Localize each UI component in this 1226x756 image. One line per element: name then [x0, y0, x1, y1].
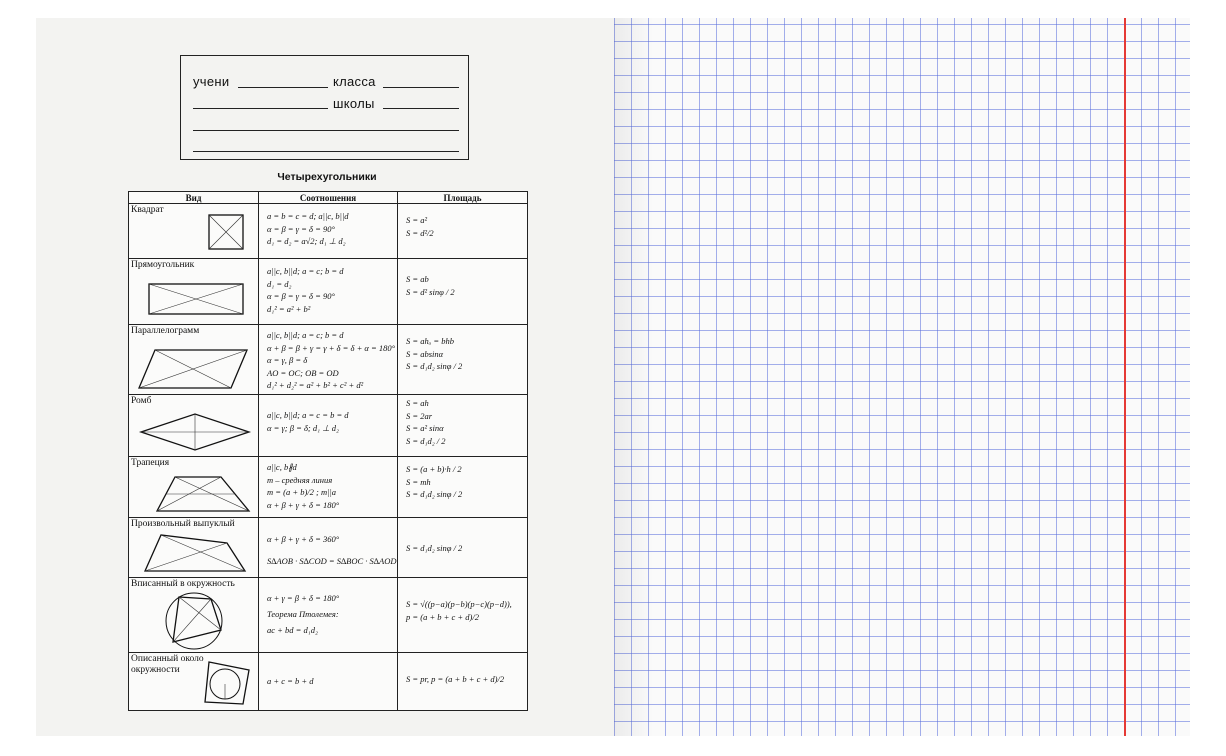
area-formula: S = 2ar	[406, 410, 433, 421]
relation-line: a||c, b||d; a = c; b = d	[267, 330, 344, 340]
row-name: Прямоугольник	[131, 260, 195, 270]
area-formula: S = ahₐ = bhb	[406, 336, 454, 346]
header-kind: Вид	[129, 192, 259, 204]
row-relations-cell	[259, 325, 398, 395]
area-formula: S = a² sinα	[406, 423, 444, 433]
relation-line: α = γ; β = δ; d₁ ⊥ d₂	[267, 422, 339, 433]
convex-quadrilateral-figure	[141, 529, 251, 575]
area-formula: S = d₁d₂ sinφ / 2	[406, 543, 463, 553]
parallelogram-figure	[133, 344, 251, 392]
inscribed-quadrilateral-figure	[159, 590, 229, 650]
rhombus-figure	[135, 410, 253, 454]
row-relations-cell	[259, 395, 398, 457]
relation-line: m – средняя линия	[267, 474, 333, 485]
area-formula: S = d₁d₂ / 2	[406, 435, 446, 446]
table-row	[129, 325, 528, 395]
relation-line: a||c, b||d; a = c = b = d	[267, 410, 349, 420]
circumscribed-quadrilateral-figure	[199, 658, 253, 708]
relation-line: a||c, b∦d	[267, 462, 297, 472]
area-formula: p = (a + b + c + d)/2	[406, 611, 479, 622]
relation-line: S∆AOB · S∆COD = S∆BOC · S∆AOD	[267, 556, 397, 566]
area-formula: S = pr, p = (a + b + c + d)/2	[406, 674, 505, 684]
relation-line: α + β = β + γ = γ + δ = δ + α = 180°	[267, 342, 396, 353]
row-kind-cell	[129, 578, 259, 653]
row-name: Параллелограмм	[131, 326, 200, 336]
table-title: Четырехугольники	[277, 171, 377, 183]
student-name-line[interactable]	[238, 87, 328, 88]
relation-line: ac + bd = d₁d₂	[267, 625, 318, 635]
row-area-cell	[398, 395, 528, 457]
row-area-cell	[398, 457, 528, 518]
name-line-2[interactable]	[193, 108, 328, 109]
area-formula: S = d₁d₂ sinφ / 2	[406, 489, 463, 499]
trapezoid-figure	[153, 471, 253, 515]
relation-line: α = γ, β = δ	[267, 355, 308, 365]
relation-line: α + β + γ + δ = 360°	[267, 534, 340, 544]
row-kind-cell	[129, 325, 259, 395]
table-row	[129, 395, 528, 457]
relation-line: a + c = b + d	[267, 676, 314, 686]
area-formula: S = ah	[406, 398, 429, 408]
formula-table	[128, 191, 528, 711]
relation-line: a = b = c = d; a||c, b||d	[267, 211, 349, 221]
table-row	[129, 578, 528, 653]
relation-line: d₁ = d₂	[267, 278, 292, 289]
row-relations-cell	[259, 259, 398, 325]
row-relations-cell	[259, 653, 398, 711]
row-kind-cell	[129, 259, 259, 325]
row-kind-cell	[129, 653, 259, 711]
relation-line: Теорема Птолемея:	[267, 609, 339, 619]
table-row	[129, 457, 528, 518]
area-formula: S = d₁d₂ sinφ / 2	[406, 361, 463, 371]
area-formula: S = a²	[406, 215, 428, 225]
header-relations: Соотношения	[259, 192, 398, 204]
school-line[interactable]	[383, 108, 459, 109]
relation-line: α = β = γ = δ = 90°	[267, 291, 335, 301]
relation-line: α = β = γ = δ = 90°	[267, 223, 335, 234]
row-area-cell	[398, 578, 528, 653]
area-formula: S = mh	[406, 476, 431, 487]
school-label: школы	[333, 96, 375, 111]
relation-line: d₁ = d₂ = a√2; d₁ ⊥ d₂	[267, 236, 346, 246]
table-row	[129, 259, 528, 325]
class-line[interactable]	[383, 87, 459, 88]
table-header-row	[129, 192, 528, 204]
relation-line: α + β + γ + δ = 180°	[267, 499, 340, 510]
row-area-cell	[398, 204, 528, 259]
student-label: учени	[193, 74, 230, 89]
table-row	[129, 518, 528, 578]
relation-line: AO = OC; OB = OD	[267, 367, 339, 378]
relation-line: α + γ = β + δ = 180°	[267, 593, 340, 603]
row-area-cell	[398, 259, 528, 325]
rectangle-figure	[141, 276, 251, 322]
blank-line-3[interactable]	[193, 130, 459, 131]
row-kind-cell	[129, 395, 259, 457]
margin-line	[1124, 18, 1126, 736]
row-kind-cell	[129, 457, 259, 518]
row-relations-cell	[259, 518, 398, 578]
row-name: Квадрат	[131, 205, 164, 215]
table-row	[129, 204, 528, 259]
class-label: класса	[333, 74, 376, 89]
area-formula: S = √((p−a)(p−b)(p−c)(p−d)),	[406, 599, 512, 609]
area-formula: S = d²/2	[406, 227, 434, 238]
row-relations-cell	[259, 457, 398, 518]
square-figure	[201, 210, 251, 256]
name-label-box	[180, 55, 469, 160]
blank-line-4[interactable]	[193, 151, 459, 152]
row-name: Трапеция	[131, 458, 170, 468]
row-area-cell	[398, 653, 528, 711]
row-area-cell	[398, 518, 528, 578]
relation-line: d₁² + d₂² = a² + b² + c² + d²	[267, 380, 364, 390]
grid-page	[614, 18, 1190, 736]
row-name: Ромб	[131, 396, 152, 406]
relation-line: a||c, b||d; a = c; b = d	[267, 266, 344, 276]
area-formula: S = (a + b)·h / 2	[406, 464, 462, 474]
relation-line: d₁² = a² + b²	[267, 303, 311, 314]
row-kind-cell	[129, 204, 259, 259]
row-name: Вписанный в окружность	[131, 579, 235, 589]
row-relations-cell	[259, 204, 398, 259]
row-name: Произвольный выпуклый	[131, 519, 235, 529]
area-formula: S = d² sinφ / 2	[406, 286, 455, 297]
area-formula: S = absinα	[406, 348, 444, 359]
row-kind-cell	[129, 518, 259, 578]
table-row	[129, 653, 528, 711]
row-area-cell	[398, 325, 528, 395]
relation-line: m = (a + b)/2 ; m||a	[267, 487, 337, 497]
row-name: Описанный около окружности	[131, 654, 204, 675]
row-relations-cell	[259, 578, 398, 653]
header-area: Площадь	[398, 192, 528, 204]
area-formula: S = ab	[406, 274, 429, 284]
